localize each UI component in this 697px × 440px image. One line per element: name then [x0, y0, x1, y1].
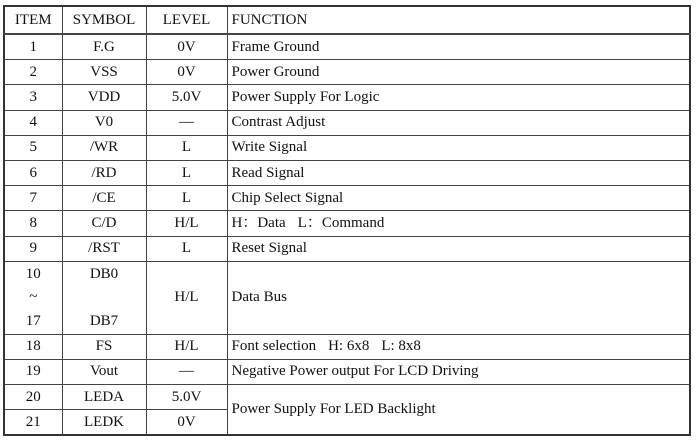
table-row	[4, 359, 690, 384]
cell-item: 21	[4, 410, 62, 436]
cell-symbol: Vout	[62, 359, 146, 384]
cell-function: Write Signal	[227, 135, 690, 160]
cell-item: 1	[4, 34, 62, 60]
cell-level: H/L	[146, 211, 227, 236]
cell-symbol: VDD	[62, 85, 146, 110]
cell-level: 5.0V	[146, 385, 227, 410]
function-l-text: L：Command	[297, 214, 385, 231]
cell-level: 0V	[146, 410, 227, 436]
header-symbol: SYMBOL	[62, 6, 146, 34]
cell-item: 2	[4, 60, 62, 85]
cell-function	[227, 334, 690, 359]
cell-level: —	[146, 359, 227, 384]
cell-item: 4	[4, 110, 62, 135]
cell-item: 6	[4, 160, 62, 185]
header-function: FUNCTION	[227, 6, 690, 34]
cell-symbol: /RST	[62, 236, 146, 261]
cell-symbol: LEDK	[62, 410, 146, 436]
cell-symbol: /WR	[62, 135, 146, 160]
cell-item: 7	[4, 186, 62, 211]
table-row	[4, 110, 690, 135]
cell-level: L	[146, 160, 227, 185]
cell-function: Power Supply For LED Backlight	[227, 385, 690, 436]
cell-function: Power Supply For Logic	[227, 85, 690, 110]
cell-function	[227, 211, 690, 236]
table-row	[4, 186, 690, 211]
cell-level: —	[146, 110, 227, 135]
cell-symbol: LEDA	[62, 385, 146, 410]
cell-item: 9	[4, 236, 62, 261]
cell-item: 19	[4, 359, 62, 384]
cell-level: L	[146, 236, 227, 261]
cell-symbol: /CE	[62, 186, 146, 211]
cell-function: Chip Select Signal	[227, 186, 690, 211]
table-row	[4, 135, 690, 160]
cell-function: Contrast Adjust	[227, 110, 690, 135]
cell-level: H/L	[146, 261, 227, 334]
cell-symbol: /RD	[62, 160, 146, 185]
cell-symbol: C/D	[62, 211, 146, 236]
table-row	[4, 334, 690, 359]
cell-symbol: V0	[62, 110, 146, 135]
item-end: 17	[25, 312, 41, 329]
table-row	[4, 85, 690, 110]
table-row	[4, 60, 690, 85]
cell-item: 20	[4, 385, 62, 410]
table-row	[4, 236, 690, 261]
cell-function: Reset Signal	[227, 236, 690, 261]
cell-item: 18	[4, 334, 62, 359]
cell-function: Frame Ground	[227, 34, 690, 60]
item-tilde: ~	[29, 289, 38, 306]
pin-assignment-table	[3, 5, 691, 436]
cell-level: L	[146, 135, 227, 160]
led-row-a	[4, 385, 690, 410]
symbol-start: DB0	[89, 265, 119, 282]
symbol-end: DB7	[89, 312, 119, 329]
item-start: 10	[25, 265, 41, 282]
cell-function: Power Ground	[227, 60, 690, 85]
cell-function: Data Bus	[227, 261, 690, 334]
cell-item-range	[4, 261, 62, 334]
header-level: LEVEL	[146, 6, 227, 34]
header-row	[4, 6, 690, 34]
cell-function: Read Signal	[227, 160, 690, 185]
cell-symbol: VSS	[62, 60, 146, 85]
cell-item: 3	[4, 85, 62, 110]
table-row	[4, 211, 690, 236]
cell-level: 0V	[146, 60, 227, 85]
function-c-text: L: 8x8	[381, 338, 421, 355]
function-b-text: H: 6x8	[328, 338, 370, 355]
cell-item: 8	[4, 211, 62, 236]
cell-level: 5.0V	[146, 85, 227, 110]
cell-function: Negative Power output For LCD Driving	[227, 359, 690, 384]
cell-level: 0V	[146, 34, 227, 60]
databus-row	[4, 261, 690, 334]
table-row	[4, 34, 690, 60]
function-h-text: H：Data	[231, 214, 286, 231]
cell-symbol: FS	[62, 334, 146, 359]
cell-item: 5	[4, 135, 62, 160]
cell-level: L	[146, 186, 227, 211]
function-a-text: Font selection	[231, 338, 317, 355]
table-row	[4, 160, 690, 185]
cell-symbol: F.G	[62, 34, 146, 60]
header-item: ITEM	[4, 6, 62, 34]
cell-level: H/L	[146, 334, 227, 359]
cell-symbol-range	[62, 261, 146, 334]
